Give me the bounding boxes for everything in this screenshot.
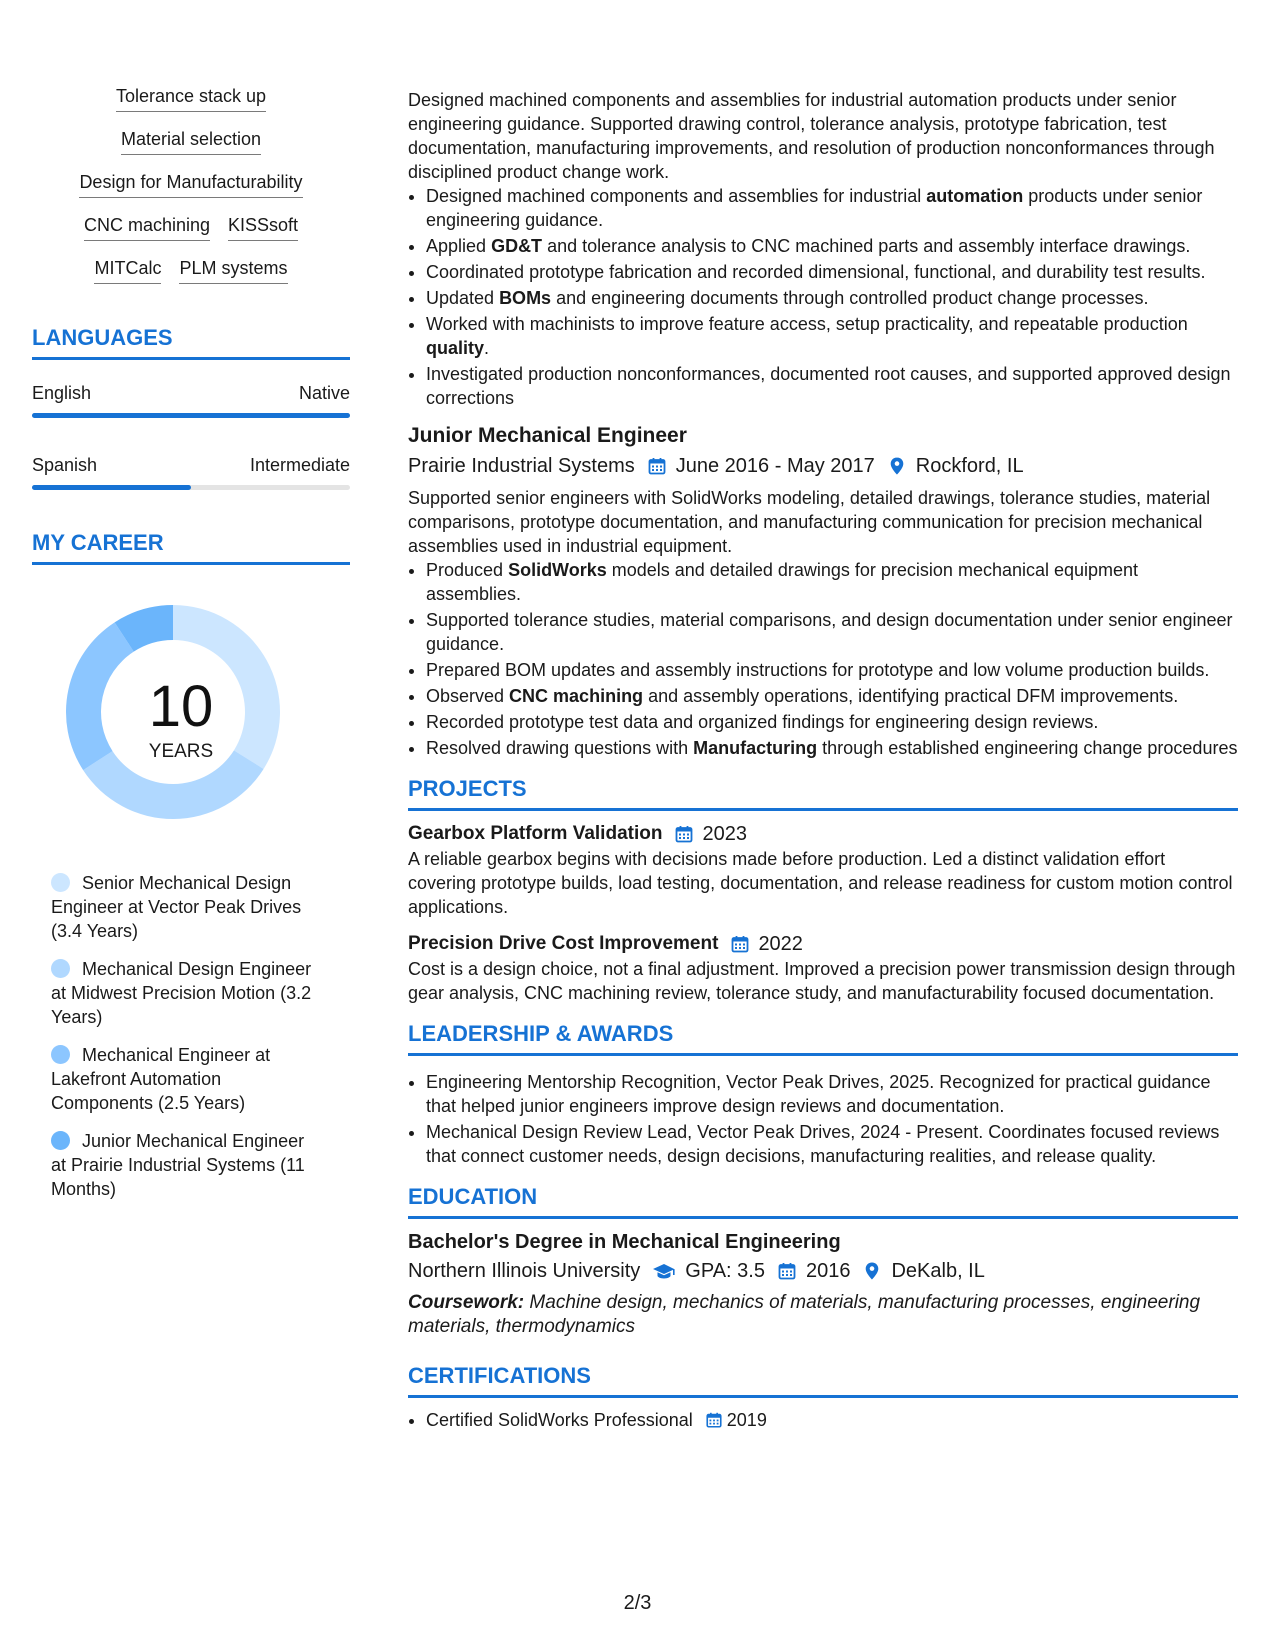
leadership-list	[408, 1070, 1238, 1168]
skills-list	[32, 84, 350, 284]
languages-list	[32, 382, 350, 490]
job-company: Prairie Industrial Systems	[408, 455, 635, 477]
bullet-item: • Updated BOMs and engineering documents through controlled product change processes.	[426, 286, 1238, 310]
career-donut-chart	[66, 605, 296, 835]
career-list	[32, 871, 350, 1201]
language-bar-fill	[32, 413, 350, 418]
project-description: Cost is a design choice, not a final adjustment. Improved a precision power transmission design through gear analysis, CNC machining review, tolerance study, and manufacturability focused documentation.	[408, 959, 1236, 1003]
calendar-icon	[730, 934, 750, 954]
career-total-number: 10	[148, 674, 214, 739]
calendar-icon	[647, 456, 667, 476]
edu-degree: Bachelor's Degree in Mechanical Engineering	[408, 1231, 841, 1253]
edu-course-text: Machine design, mechanics of materials, manufacturing processes, engineering materials, thermodynamics	[408, 1292, 1201, 1337]
bullet-keyword: CNC machining	[509, 686, 644, 706]
language-row	[32, 454, 350, 476]
bullet-item: • Worked with machinists to improve feature access, setup practicality, and repeatable production quality.	[426, 312, 1238, 360]
skill-tag: Material selection	[121, 127, 261, 155]
edu-meta	[408, 1257, 1238, 1285]
project-title	[408, 931, 1238, 957]
right-column	[408, 88, 1238, 1434]
bullet-keyword: SolidWorks	[508, 560, 607, 580]
prev-job-bullets	[408, 184, 1238, 410]
career-item-text: Mechanical Design Engineer at Midwest Precision Motion (3.2 Years)	[51, 959, 312, 1027]
language-bar	[32, 485, 350, 490]
edu-gpa: GPA: 3.5	[685, 1260, 765, 1282]
bullet-item: • Coordinated prototype fabrication and recorded dimensional, functional, and durability test results.	[426, 260, 1238, 284]
language-bar-fill	[32, 485, 191, 490]
edu-course-label: Coursework:	[408, 1292, 525, 1313]
career-item	[51, 1043, 321, 1115]
education-heading: EDUCATION	[408, 1184, 1238, 1219]
bullet-keyword: BOMs	[499, 288, 552, 308]
career-item	[51, 871, 321, 943]
career-item-text: Senior Mechanical Design Engineer at Vector Peak Drives (3.4 Years)	[51, 873, 302, 941]
certifications-list	[408, 1408, 1238, 1432]
prev-job-summary: Designed machined components and assemblies for industrial automation products under senior engineering guidance. Supported drawing control, tolerance analysis, prototype fabrication, test documentation, manufacturing improvements, and resolution of production nonconformances through disciplined product change work.	[408, 90, 1215, 182]
project-description: A reliable gearbox begins with decisions made before production. Led a distinct validation effort covering prototype builds, load testing, documentation, and release readiness for custom motion control applications.	[408, 849, 1233, 917]
leadership-item: • Mechanical Design Review Lead, Vector Peak Drives, 2024 - Present. Coordinates focused reviews that connect customer needs, design decisions, manufacturing realities, and release quality.	[426, 1120, 1238, 1168]
edu-school: Northern Illinois University	[408, 1260, 641, 1282]
graduation-cap-icon	[652, 1261, 676, 1281]
certifications-heading: CERTIFICATIONS	[408, 1363, 1238, 1398]
skill-tag: PLM systems	[179, 256, 287, 284]
bullet-item: • Applied GD&T and tolerance analysis to CNC machined parts and assembly interface drawings.	[426, 234, 1238, 258]
legend-dot	[51, 1131, 70, 1150]
bullet-keyword: automation	[926, 186, 1024, 206]
language-name: English	[32, 383, 92, 403]
language-bar	[32, 413, 350, 418]
skill-row	[32, 84, 350, 112]
bullet-item: • Observed CNC machining and assembly operations, identifying practical DFM improvements.	[426, 684, 1238, 708]
language-row	[32, 382, 350, 404]
location-pin-icon	[862, 1261, 882, 1281]
left-column	[32, 84, 350, 1215]
job-bullets	[408, 558, 1238, 760]
certification-name: Certified SolidWorks Professional	[426, 1410, 693, 1430]
languages-heading: LANGUAGES	[32, 325, 350, 360]
job-title: Junior Mechanical Engineer	[408, 424, 687, 447]
language-name: Spanish	[32, 455, 98, 475]
bullet-keyword: quality	[426, 338, 485, 358]
bullet-keyword: Manufacturing	[693, 738, 818, 758]
career-item	[51, 1129, 321, 1201]
bullet-item: • Supported tolerance studies, material comparisons, and design documentation under senior engineer guidance.	[426, 608, 1238, 656]
project-year: 2022	[758, 933, 803, 955]
job-meta	[408, 452, 1238, 480]
certification-year: 2019	[726, 1410, 767, 1430]
project-year: 2023	[702, 823, 747, 845]
job-dates: June 2016 - May 2017	[675, 455, 875, 477]
edu-coursework	[408, 1291, 1238, 1339]
page-number: 2/3	[623, 1592, 652, 1614]
career-item-text: Junior Mechanical Engineer at Prairie Industrial Systems (11 Months)	[51, 1131, 305, 1199]
projects-heading: PROJECTS	[408, 776, 1238, 811]
location-pin-icon	[887, 456, 907, 476]
skill-tag: Tolerance stack up	[116, 84, 266, 112]
language-level: Intermediate	[249, 455, 350, 475]
edu-year: 2016	[805, 1260, 851, 1282]
career-heading: MY CAREER	[32, 530, 350, 565]
project-title	[408, 821, 1238, 847]
career-total-unit: YEARS	[148, 741, 214, 762]
calendar-icon	[777, 1261, 797, 1281]
skill-tag: KISSsoft	[228, 213, 298, 241]
legend-dot	[51, 959, 70, 978]
leadership-heading: LEADERSHIP & AWARDS	[408, 1021, 1238, 1056]
skill-row	[32, 127, 350, 155]
skill-row	[32, 213, 350, 241]
career-item-text: Mechanical Engineer at Lakefront Automation Components (2.5 Years)	[51, 1045, 271, 1113]
legend-dot	[51, 1045, 70, 1064]
calendar-icon	[674, 824, 694, 844]
bullet-item: • Recorded prototype test data and organized findings for engineering design reviews.	[426, 710, 1238, 734]
skill-row	[32, 256, 350, 284]
legend-dot	[51, 873, 70, 892]
career-item	[51, 957, 321, 1029]
language-level: Native	[298, 383, 350, 403]
bullet-item: • Designed machined components and assemblies for industrial automation products under senior engineering guidance.	[426, 184, 1238, 232]
project-name: Gearbox Platform Validation	[408, 823, 663, 844]
projects-list	[408, 821, 1238, 1005]
bullet-item: • Produced SolidWorks models and detailed drawings for precision mechanical equipment assemblies.	[426, 558, 1238, 606]
certification-item	[426, 1408, 1238, 1432]
bullet-item: • Investigated production nonconformances, documented root causes, and supported approved design corrections	[426, 362, 1238, 410]
job-location: Rockford, IL	[915, 455, 1024, 477]
project-name: Precision Drive Cost Improvement	[408, 933, 719, 954]
bullet-item: • Prepared BOM updates and assembly instructions for prototype and low volume production builds.	[426, 658, 1238, 682]
skill-tag: MITCalc	[94, 256, 161, 284]
job-summary: Supported senior engineers with SolidWorks modeling, detailed drawings, tolerance studies, material comparisons, prototype documentation, and manufacturing communication for precision mechanical assemblies used in industrial equipment.	[408, 488, 1211, 556]
bullet-item: • Resolved drawing questions with Manufacturing through established engineering change procedures	[426, 736, 1238, 760]
edu-location: DeKalb, IL	[891, 1260, 985, 1282]
skill-tag: CNC machining	[84, 213, 210, 241]
leadership-item: • Engineering Mentorship Recognition, Vector Peak Drives, 2025. Recognized for practical guidance that helped junior engineers improve design reviews and documentation.	[426, 1070, 1238, 1118]
skill-tag: Design for Manufacturability	[79, 170, 302, 198]
skill-row	[32, 170, 350, 198]
bullet-keyword: GD&T	[491, 236, 543, 256]
calendar-icon	[705, 1411, 723, 1429]
